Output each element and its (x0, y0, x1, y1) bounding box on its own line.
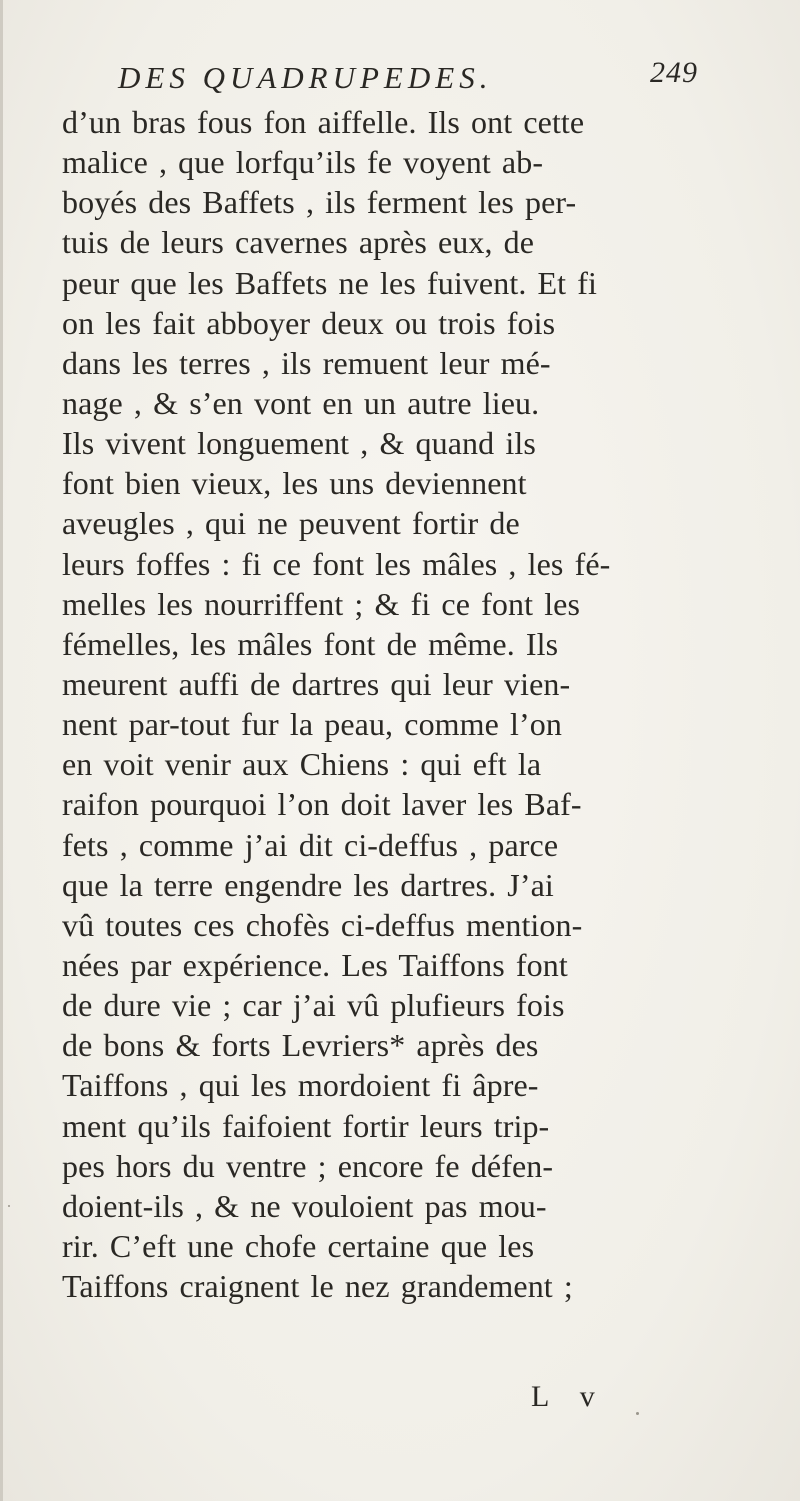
text-line: Taiffons craignent le nez grandement ; (62, 1268, 573, 1305)
body-text (62, 102, 792, 1306)
text-line: nage , & s’en vont en un autre lieu. (62, 384, 540, 421)
text-line: malice , que lorfqu’ils fe voyent ab- (62, 144, 544, 181)
text-line: de bons & forts Levriers* après des (62, 1027, 539, 1064)
text-line: nées par expérience. Les Taiffons font (62, 946, 568, 983)
text-line: melles les nourriffent ; & fi ce font les (62, 585, 581, 622)
text-line: aveugles , qui ne peuvent fortir de (62, 505, 520, 542)
text-line: Ils vivent longuement , & quand ils (62, 425, 536, 462)
text-line: peur que les Baffets ne les fuivent. Et fi (62, 264, 598, 301)
text-line: vû toutes ces chofès ci-deffus mention- (62, 906, 583, 943)
text-line: en voit venir aux Chiens : qui eft la (62, 746, 542, 783)
text-line: d’un bras fous fon aiffelle. Ils ont cette (62, 104, 585, 140)
text-line: meurent auffi de dartres qui leur vien- (62, 665, 571, 702)
text-line: raifon pourquoi l’on doit laver les Baf- (62, 786, 582, 823)
page-number: 249 (650, 56, 698, 89)
text-line: ment qu’ils faifoient fortir leurs trip- (62, 1107, 550, 1144)
text-line: fémelles, les mâles font de même. Ils (62, 625, 559, 662)
text-line: tuis de leurs cavernes après eux, de (62, 224, 535, 261)
page-edge (0, 0, 3, 1501)
text-line: boyés des Baffets , ils ferment les per- (62, 184, 577, 221)
text-line: nent par-tout fur la peau, comme l’on (62, 706, 562, 743)
text-line: dans les terres , ils remuent leur mé- (62, 344, 551, 381)
text-line: pes hors du ventre ; encore fe défen- (62, 1147, 554, 1184)
text-line: font bien vieux, les uns deviennent (62, 465, 527, 502)
paper-speck (636, 1412, 639, 1415)
running-head-title: DES QUADRUPEDES. (118, 60, 493, 95)
text-line: de dure vie ; car j’ai vû plufieurs fois (62, 987, 565, 1024)
text-line: que la terre engendre les dartres. J’ai (62, 866, 554, 903)
paper-speck (8, 1205, 10, 1207)
text-line: fets , comme j’ai dit ci-deffus , parce (62, 826, 559, 863)
text-line: leurs foffes : fi ce font les mâles , les fé- (62, 545, 611, 582)
text-line: rir. C’eft une chofe certaine que les (62, 1227, 535, 1264)
text-line: on les fait abboyer deux ou trois fois (62, 304, 556, 341)
signature-mark: L v (531, 1380, 607, 1413)
text-line: doient-ils , & ne vouloient pas mou- (62, 1187, 547, 1224)
running-head (118, 56, 718, 104)
text-line: Taiffons , qui les mordoient fi âpre- (62, 1067, 539, 1104)
